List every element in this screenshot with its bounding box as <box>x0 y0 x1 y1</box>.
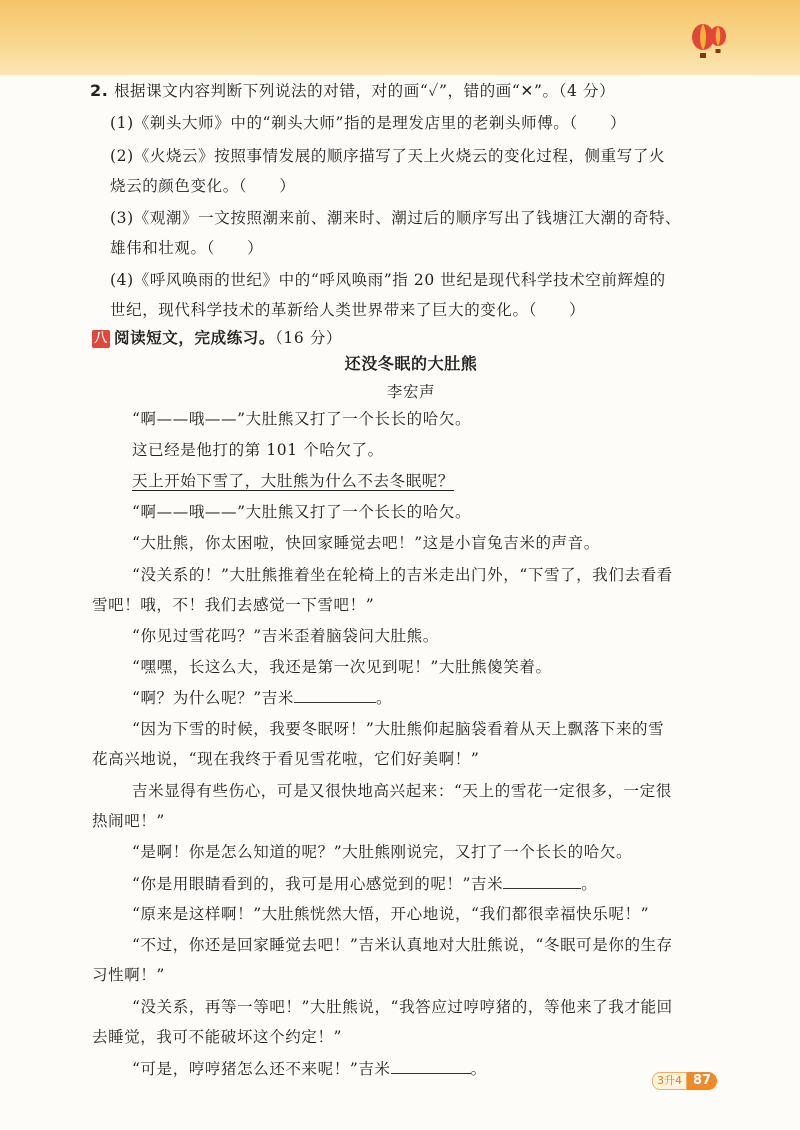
paragraph: “是啊！你是怎么知道的呢？”大肚熊刚说完，又打了一个长长的哈欠。 <box>132 843 633 861</box>
section-score: （16 分） <box>275 329 343 347</box>
paragraph: 吉米显得有些伤心，可是又很快地高兴起来：“天上的雪花一定很多，一定很 <box>132 782 672 800</box>
paragraph-cont: 花高兴地说，“现在我终于看见雪花啦，它们好美啊！” <box>92 750 480 768</box>
section-8-header <box>92 327 342 349</box>
page-number-badge <box>652 1071 717 1091</box>
q2-item-2-cont: 烧云的颜色变化。（ ） <box>110 177 296 195</box>
paragraph: “嘿嘿，长这么大，我还是第一次见到呢！”大肚熊傻笑着。 <box>132 658 552 676</box>
q2-stem <box>90 80 615 102</box>
story-title: 还没冬眠的大肚熊 <box>344 354 478 373</box>
hot-air-balloon-icon <box>690 22 728 62</box>
paragraph: 这已经是他打的第 101 个哈欠了。 <box>132 441 384 459</box>
paragraph: “大肚熊，你太困啦，快回家睡觉去吧！”这是小盲兔吉米的声音。 <box>132 534 600 552</box>
q2-item-3: (3)《观潮》一文按照潮来前、潮来时、潮过后的顺序写出了钱塘江大潮的奇特、 <box>110 209 682 227</box>
page-number: 87 <box>687 1072 717 1090</box>
section-badge: 八 <box>92 330 110 348</box>
q2-item-2: (2)《火烧云》按照事情发展的顺序描写了天上火烧云的变化过程，侧重写了火 <box>110 147 666 165</box>
paragraph: “啊——哦——”大肚熊又打了一个长长的哈欠。 <box>132 503 472 521</box>
answer-blank-2[interactable] <box>503 872 581 889</box>
section-title: 阅读短文，完成练习。 <box>114 329 276 347</box>
paragraph-cont: 去睡觉，我可不能破坏这个约定！” <box>92 1028 343 1046</box>
answer-blank-3[interactable] <box>391 1057 471 1074</box>
paragraph: “没关系，再等一等吧！”大肚熊说，“我答应过哼哼猪的，等他来了我才能回 <box>132 998 673 1016</box>
story-author: 李宏声 <box>386 383 436 401</box>
header-band <box>0 0 800 75</box>
blank-end: 。 <box>581 875 598 893</box>
paragraph-with-blank <box>132 872 597 895</box>
q2-item-4: (4)《呼风唤雨的世纪》中的“呼风唤雨”指 20 世纪是现代科学技术空前辉煌的 <box>110 271 666 289</box>
q2-stem-text: 根据课文内容判断下列说法的对错，对的画“✓”，错的画“✕”。（4 分） <box>113 82 616 100</box>
paragraph-with-blank <box>132 1057 487 1080</box>
paragraph: “不过，你还是回家睡觉去吧！”吉米认真地对大肚熊说，“冬眠可是你的生存 <box>132 936 673 954</box>
underlined-sentence: 天上开始下雪了，大肚熊为什么不去冬眠呢？ <box>132 472 455 490</box>
grade-label: 3升4 <box>652 1072 687 1090</box>
paragraph-with-blank <box>132 686 392 709</box>
q2-item-3-cont: 雄伟和壮观。（ ） <box>110 239 264 257</box>
q2-number: 2. <box>90 81 109 100</box>
paragraph-text: “你是用眼睛看到的，我可是用心感觉到的呢！”吉米 <box>132 875 504 893</box>
paragraph: “你见过雪花吗？”吉米歪着脑袋问大肚熊。 <box>132 627 439 645</box>
paragraph: “因为下雪的时候，我要冬眠呀！”大肚熊仰起脑袋看着从天上飘落下来的雪 <box>132 720 665 738</box>
paragraph: “没关系的！”大肚熊推着坐在轮椅上的吉米走出门外，“下雪了，我们去看看 <box>132 566 673 584</box>
paragraph-cont: 热闹吧！” <box>92 812 165 830</box>
paragraph-text: “可是，哼哼猪怎么还不来呢！”吉米 <box>132 1060 391 1078</box>
paragraph-text: “啊？为什么呢？”吉米 <box>132 689 294 707</box>
paragraph: “啊——哦——”大肚熊又打了一个长长的哈欠。 <box>132 410 472 428</box>
paragraph-cont: 雪吧！哦，不！我们去感觉一下雪吧！” <box>92 596 375 614</box>
answer-blank-1[interactable] <box>294 686 376 703</box>
paragraph-cont: 习性啊！” <box>92 966 165 984</box>
blank-end: 。 <box>470 1060 487 1078</box>
blank-end: 。 <box>375 689 393 707</box>
q2-item-1: (1)《剃头大师》中的“剃头大师”指的是理发店里的老剃头师傅。（ ） <box>110 114 627 132</box>
q2-item-4-cont: 世纪，现代科学技术的革新给人类世界带来了巨大的变化。（ ） <box>110 301 586 319</box>
paragraph: “原来是这样啊！”大肚熊恍然大悟，开心地说，“我们都很幸福快乐呢！” <box>132 905 650 923</box>
